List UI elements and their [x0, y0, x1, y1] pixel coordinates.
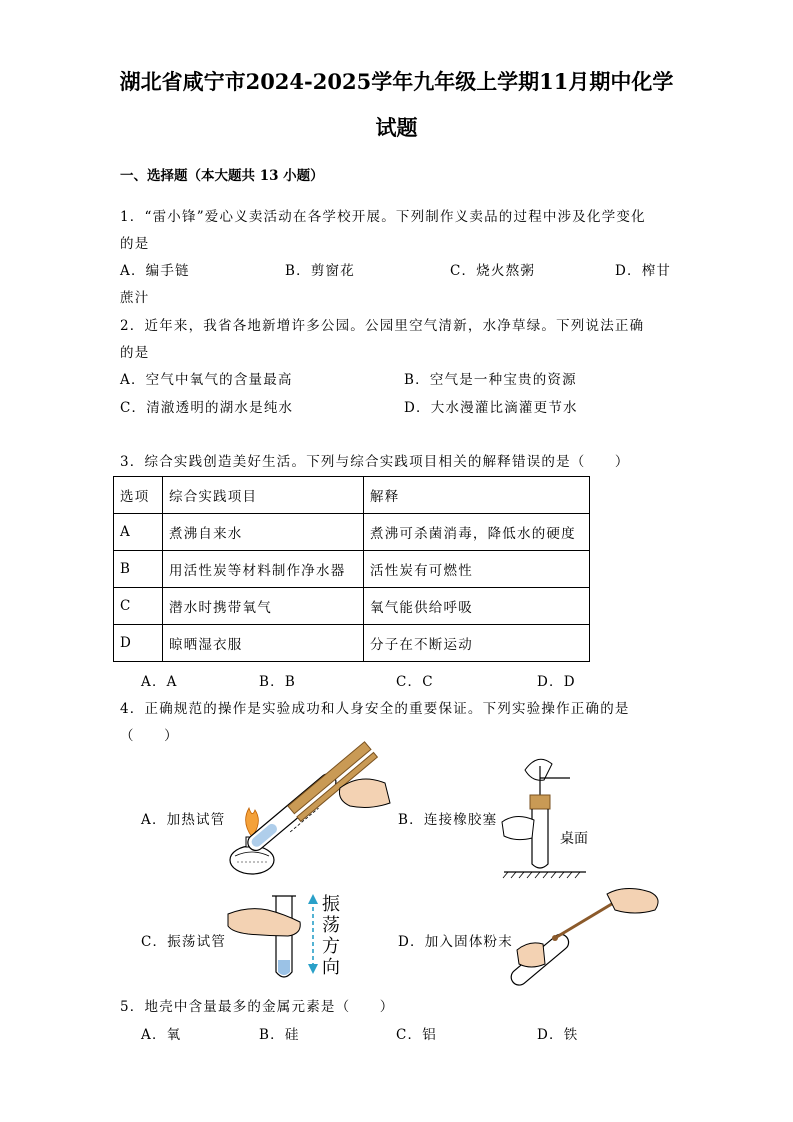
q2-stem-cont: 的是 [120, 345, 150, 361]
shaking-test-tube-figure [228, 894, 318, 984]
table-header-row [114, 477, 590, 514]
q1-stem-cont: 的是 [120, 236, 150, 252]
table-cell: 用活性炭等材料制作净水器 [163, 551, 364, 588]
table-header-cell: 选项 [114, 477, 163, 514]
q5-stem: 5．地壳中含量最多的金属元素是（ ） [120, 999, 395, 1015]
q4-option-c: C．振荡试管 [141, 934, 227, 950]
table-cell: 煮沸可杀菌消毒，降低水的硬度 [364, 514, 590, 551]
q2-option-a: A．空气中氧气的含量最高 [120, 372, 293, 388]
q4-option-a: A．加热试管 [141, 812, 226, 828]
table-cell: 活性炭有可燃性 [364, 551, 590, 588]
q1-option-c: C．烧火熬粥 [450, 263, 536, 279]
q4-option-b: B．连接橡胶塞 [398, 812, 498, 828]
page-title-continued: 试题 [375, 115, 418, 140]
table-cell: C [114, 588, 163, 625]
q5-option-b: B．硅 [259, 1027, 300, 1043]
q3-option-c: C．C [396, 674, 434, 690]
label-char: 方 [322, 936, 340, 957]
q1-option-b: B．剪窗花 [285, 263, 355, 279]
q3-table [113, 476, 590, 662]
q3-option-d: D．D [537, 674, 576, 690]
rubber-stopper-figure [500, 752, 600, 882]
q5-option-d: D．铁 [537, 1027, 579, 1043]
table-cell: 潜水时携带氧气 [163, 588, 364, 625]
table-cell: A [114, 514, 163, 551]
table-cell: 分子在不断运动 [364, 625, 590, 662]
shaking-direction-label [322, 894, 344, 978]
table-cell: D [114, 625, 163, 662]
q1-stem: 1．“雷小锋”爱心义卖活动在各学校开展。下列制作义卖品的过程中涉及化学变化 [120, 209, 646, 225]
q1-option-d: D．榨甘 [615, 263, 672, 279]
q2-option-b: B．空气是一种宝贵的资源 [404, 372, 577, 388]
q2-option-d: D．大水漫灌比滴灌更节水 [404, 400, 578, 416]
label-char: 荡 [322, 915, 340, 936]
table-row [114, 588, 590, 625]
table-row [114, 514, 590, 551]
q3-option-a: A．A [141, 674, 178, 690]
table-cell: 晾晒湿衣服 [163, 625, 364, 662]
q1-option-a: A．编手链 [120, 263, 190, 279]
heating-test-tube-figure [225, 748, 395, 878]
page-title: 湖北省咸宁市2024-2025学年九年级上学期11月期中化学 [119, 69, 674, 94]
table-header-cell: 解释 [364, 477, 590, 514]
table-row [114, 551, 590, 588]
section-heading: 一、选择题（本大题共 13 小题） [120, 168, 324, 184]
adding-powder-figure [515, 888, 665, 984]
label-char: 向 [322, 957, 340, 978]
q5-option-c: C．铝 [396, 1027, 437, 1043]
q3-stem: 3．综合实践创造美好生活。下列与综合实践项目相关的解释错误的是（ ） [120, 454, 630, 470]
q4-option-d: D．加入固体粉末 [398, 934, 513, 950]
table-cell: 煮沸自来水 [163, 514, 364, 551]
table-row [114, 625, 590, 662]
q2-option-c: C．清澈透明的湖水是纯水 [120, 400, 294, 416]
desk-label: 桌面 [560, 831, 588, 847]
q5-option-a: A．氧 [141, 1027, 182, 1043]
q4-stem: 4．正确规范的操作是实验成功和人身安全的重要保证。下列实验操作正确的是 [120, 701, 630, 717]
q4-stem-cont: （ ） [120, 728, 179, 744]
q3-option-b: B．B [259, 674, 296, 690]
q2-stem: 2．近年来，我省各地新增许多公园。公园里空气清新，水净草绿。下列说法正确 [120, 318, 645, 334]
q1-option-d-cont: 蔗汁 [120, 290, 150, 306]
table-cell: 氧气能供给呼吸 [364, 588, 590, 625]
table-header-cell: 综合实践项目 [163, 477, 364, 514]
table-cell: B [114, 551, 163, 588]
label-char: 振 [322, 894, 340, 915]
